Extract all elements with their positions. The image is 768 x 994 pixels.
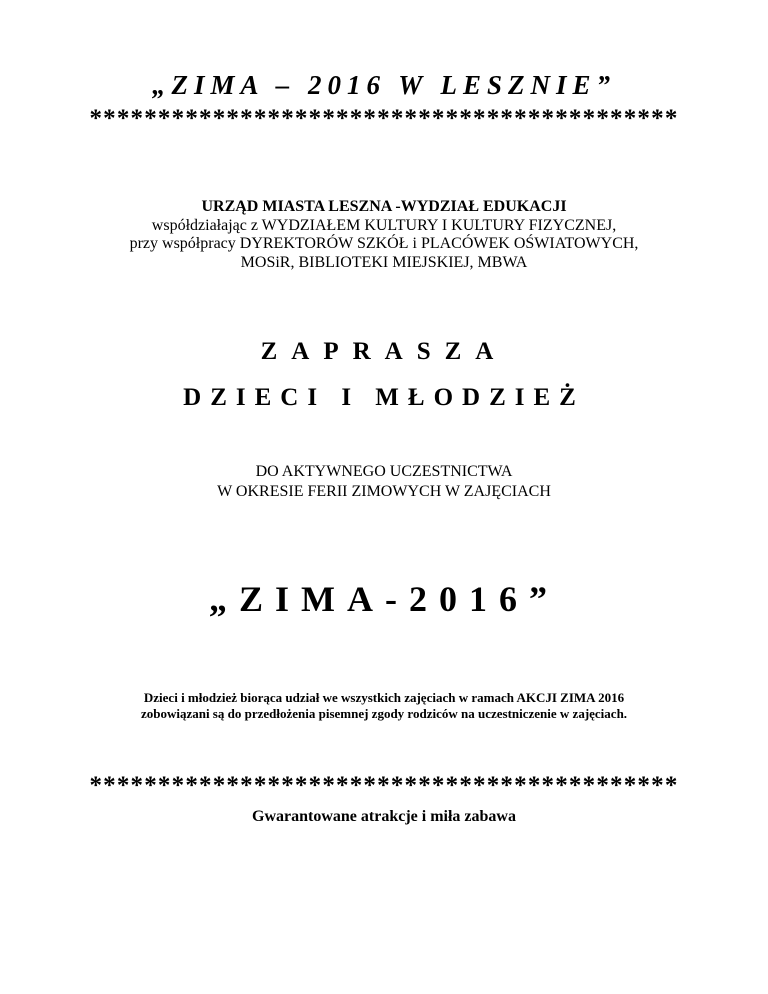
organizer-partners-line: przy współpracy DYREKTORÓW SZKÓŁ i PLACÓWEK OŚWIATOWYCH,	[129, 235, 639, 252]
event-title: „ZIMA-2016”	[209, 579, 559, 619]
main-title: „ZIMA – 2016 W LESZNIE”	[151, 70, 617, 100]
audience-heading: DZIECI I MŁODZIEŻ	[183, 384, 585, 411]
organizer-block	[0, 198, 768, 272]
purpose-line-1: DO AKTYWNEGO UCZESTNICTWA	[255, 463, 513, 480]
parental-consent-notice	[0, 690, 768, 722]
organizer-institutions-line: MOSiR, BIBLIOTEKI MIEJSKIEJ, MBWA	[240, 253, 528, 271]
organizer-cooperation-line: współdziałając z WYDZIAŁEM KULTURY I KULTURY FIZYCZNEJ,	[151, 216, 617, 234]
invite-heading: ZAPRASZA	[260, 338, 508, 365]
purpose-line-2: W OKRESIE FERII ZIMOWYCH W ZAJĘCIACH	[217, 483, 551, 500]
purpose-block	[0, 462, 768, 502]
notice-line-2: zobowiązani są do przedłożenia pisemnej zgody rodziców na uczestniczenie w zajęciach.	[140, 706, 628, 721]
notice-line-1: Dzieci i młodzież biorąca udział we wszystkich zajęciach w ramach AKCJI ZIMA 2016	[143, 690, 625, 705]
stars-divider-top: *******************************************	[89, 105, 679, 132]
organizer-name: URZĄD MIASTA LESZNA -WYDZIAŁ EDUKACJI	[201, 198, 567, 215]
footer-tagline: Gwarantowane atrakcje i miła zabawa	[252, 808, 516, 825]
stars-divider-bottom: *******************************************	[89, 772, 679, 799]
